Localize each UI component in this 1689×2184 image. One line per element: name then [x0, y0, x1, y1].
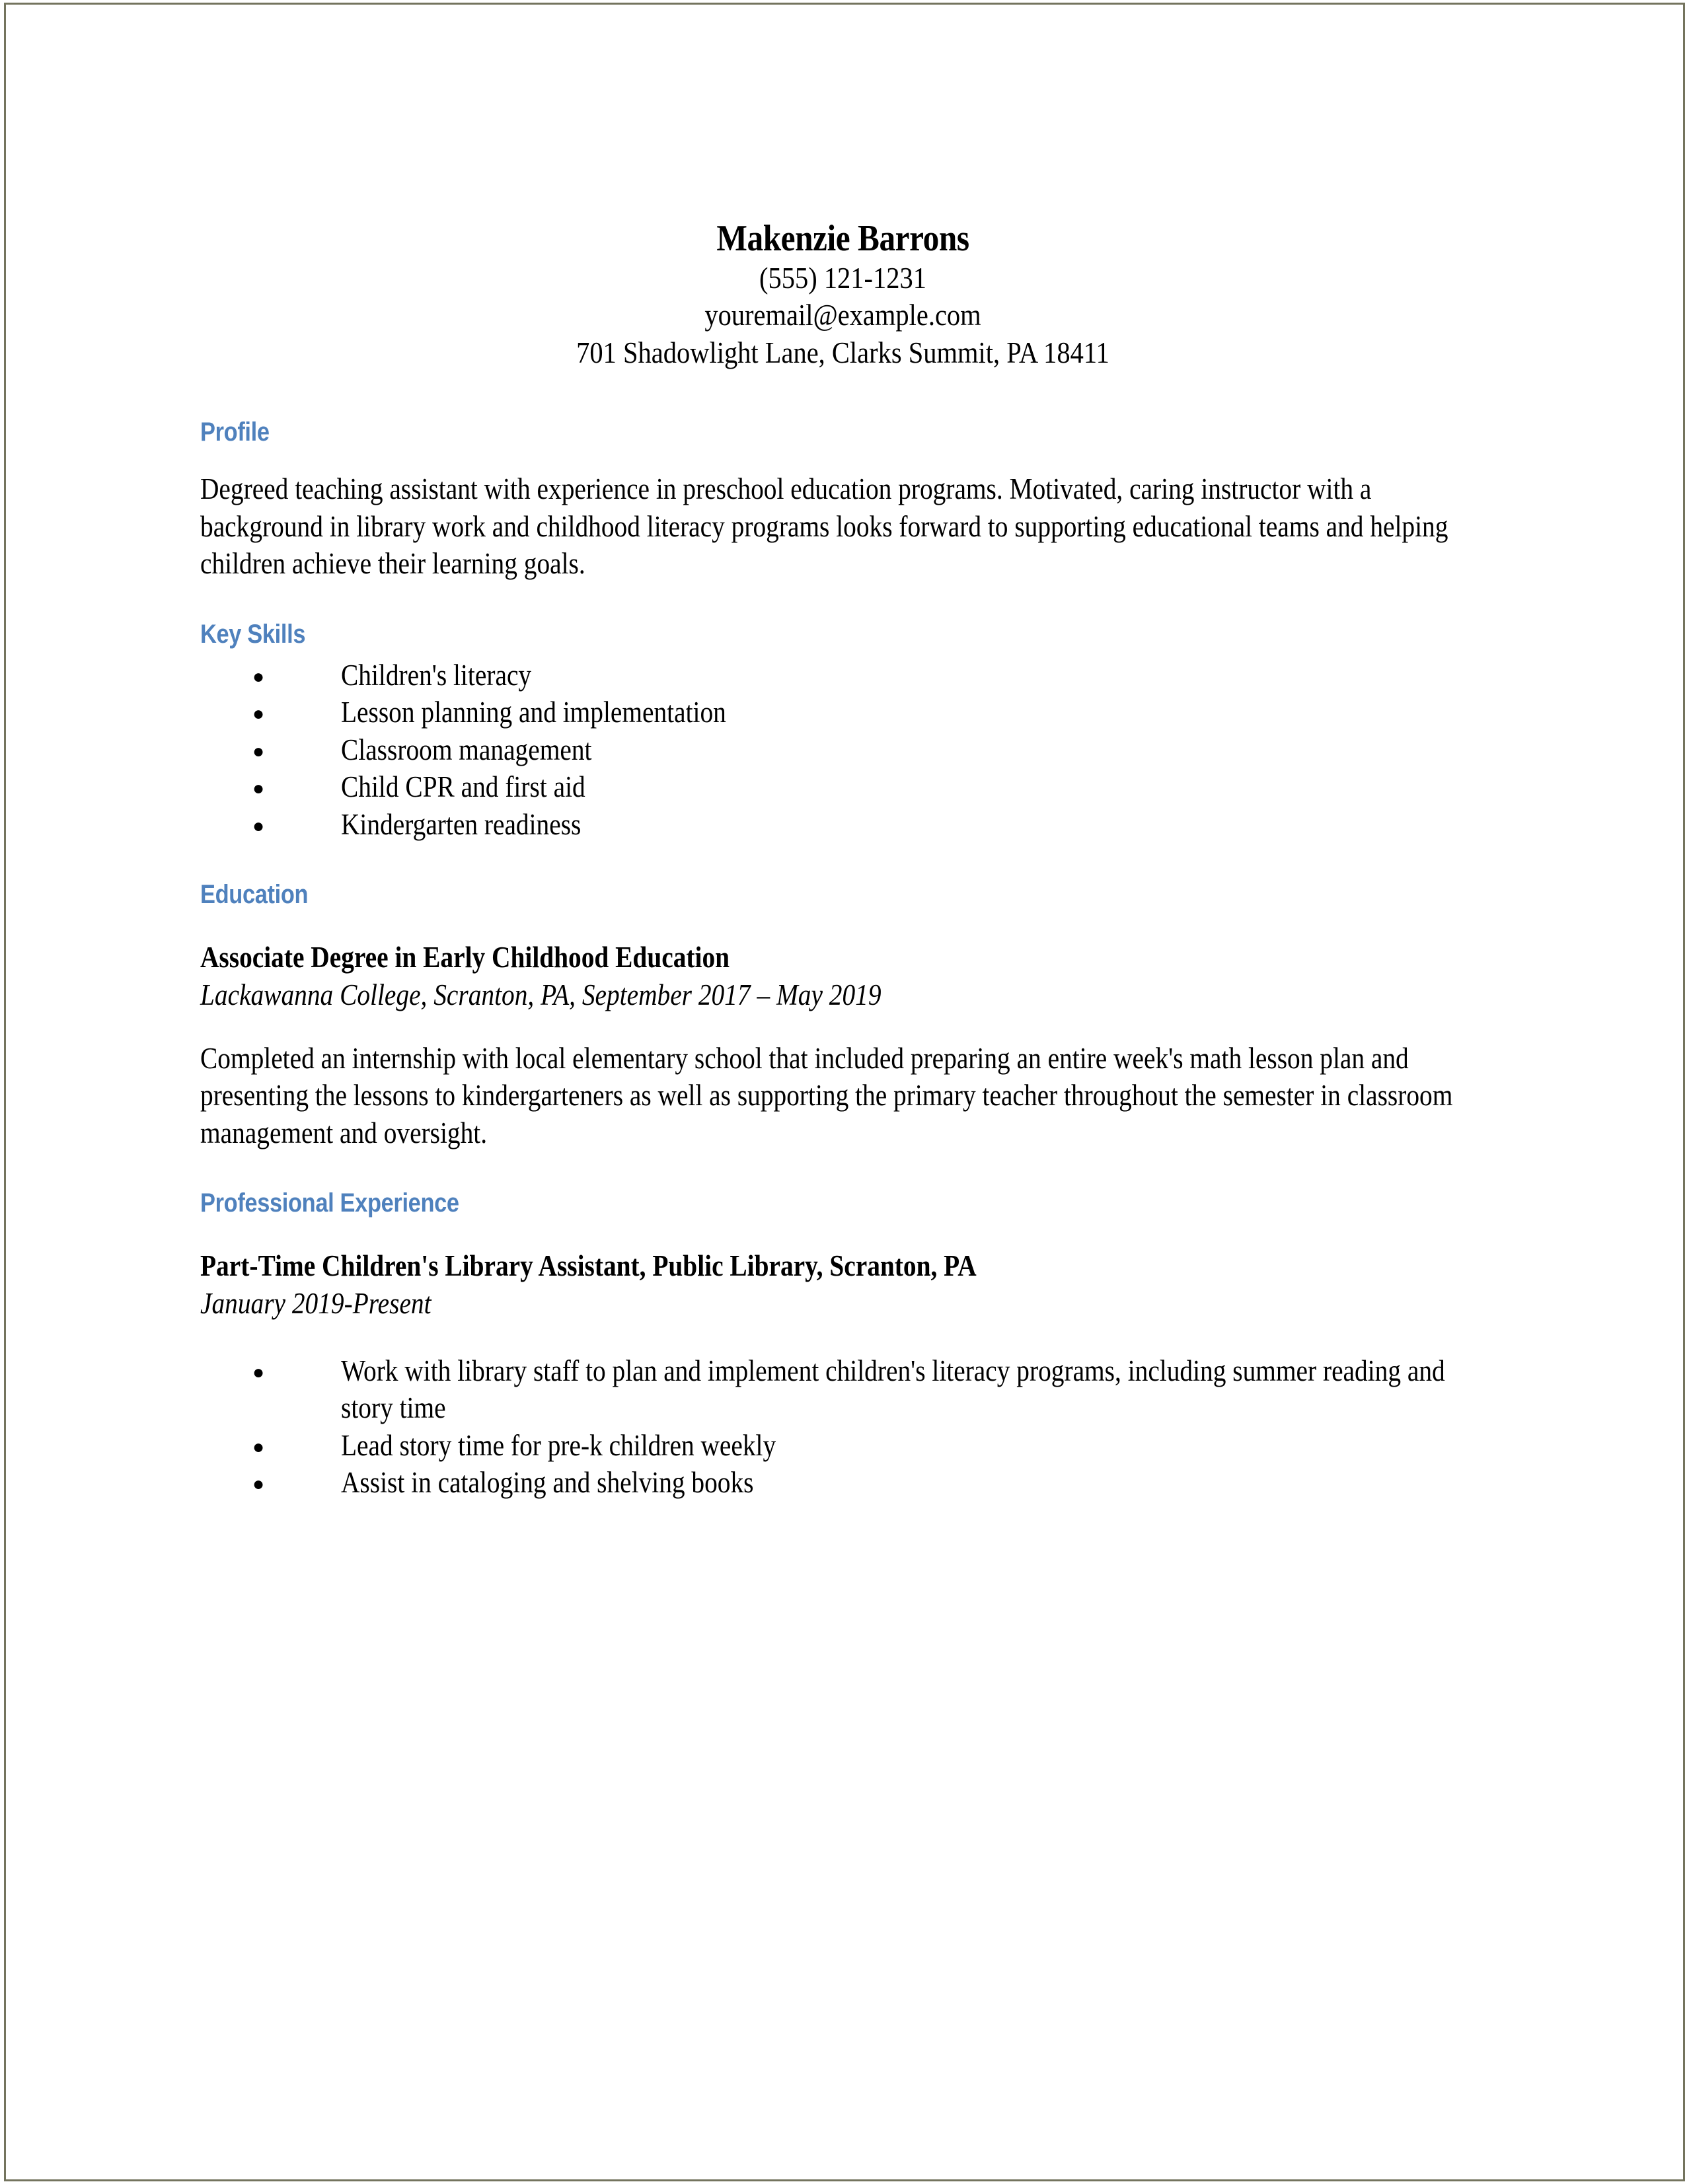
candidate-email: youremail@example.com [704, 298, 981, 332]
list-item [200, 694, 1485, 731]
list-item [200, 1464, 1485, 1501]
bullet-icon: ● [252, 1361, 265, 1383]
key-skill-label: Classroom management [341, 733, 592, 766]
candidate-phone: (555) 121-1231 [759, 260, 926, 295]
bullet-icon: ● [252, 1436, 265, 1458]
key-skill-label: Kindergarten readiness [341, 807, 582, 841]
experience-bullet-text: Assist in cataloging and shelving books [341, 1466, 754, 1500]
bullet-icon: ● [252, 703, 265, 725]
key-skill-label: Child CPR and first aid [341, 770, 585, 804]
key-skill-label: Lesson planning and implementation [341, 696, 726, 729]
resume-content [200, 0, 1485, 1502]
experience-bullet-list [200, 1352, 1485, 1502]
resume-header [200, 218, 1485, 371]
list-item [200, 1352, 1485, 1427]
bullet-icon: ● [252, 1473, 265, 1496]
education-description: Completed an internship with local elementary school that included preparing an entire week's math lesson plan and presenting the lessons to kindergarteners as well as supporting the primary teacher throughout the semester in classroom management and oversight. [200, 1041, 1453, 1149]
spacer [200, 1322, 1485, 1352]
experience-job-title: Part-Time Children's Library Assistant, Public Library, Scranton, PA [200, 1249, 977, 1283]
profile-paragraph: Degreed teaching assistant with experience in preschool education programs. Motivated, caring instructor with a background in library work and childhood literacy programs looks forward to supporting educational teams and helping children achieve their learning goals. [200, 472, 1448, 581]
list-item [200, 768, 1485, 805]
spacer [200, 447, 1485, 470]
section-heading-key-skills: Key Skills [200, 619, 306, 649]
list-item [200, 806, 1485, 843]
spacer [200, 371, 1485, 418]
section-heading-education: Education [200, 880, 309, 910]
bullet-icon: ● [252, 740, 265, 762]
candidate-name: Makenzie Barrons [716, 218, 969, 259]
key-skills-list [200, 657, 1485, 843]
spacer [200, 843, 1485, 880]
experience-job-dates: January 2019-Present [200, 1286, 432, 1320]
bullet-icon: ● [252, 665, 265, 688]
education-institution: Lackawanna College, Scranton, PA, September 2017 – May 2019 [200, 978, 882, 1011]
bullet-icon: ● [252, 815, 265, 837]
spacer [200, 583, 1485, 620]
experience-bullet-text: Lead story time for pre-k children weekly [341, 1428, 776, 1462]
spacer [200, 1218, 1485, 1248]
list-item [200, 731, 1485, 768]
education-degree: Associate Degree in Early Childhood Education [200, 941, 730, 974]
section-heading-professional-experience: Professional Experience [200, 1188, 459, 1218]
section-heading-profile: Profile [200, 418, 270, 447]
list-item [200, 657, 1485, 694]
spacer [200, 1013, 1485, 1040]
bullet-icon: ● [252, 778, 265, 800]
key-skill-label: Children's literacy [341, 658, 532, 692]
candidate-address: 701 Shadowlight Lane, Clarks Summit, PA 18411 [576, 335, 1109, 369]
spacer [200, 649, 1485, 657]
list-item [200, 1427, 1485, 1464]
spacer [200, 909, 1485, 939]
experience-bullet-text: Work with library staff to plan and implement children's literacy programs, including summer reading and story time [341, 1354, 1445, 1425]
spacer [200, 1151, 1485, 1188]
